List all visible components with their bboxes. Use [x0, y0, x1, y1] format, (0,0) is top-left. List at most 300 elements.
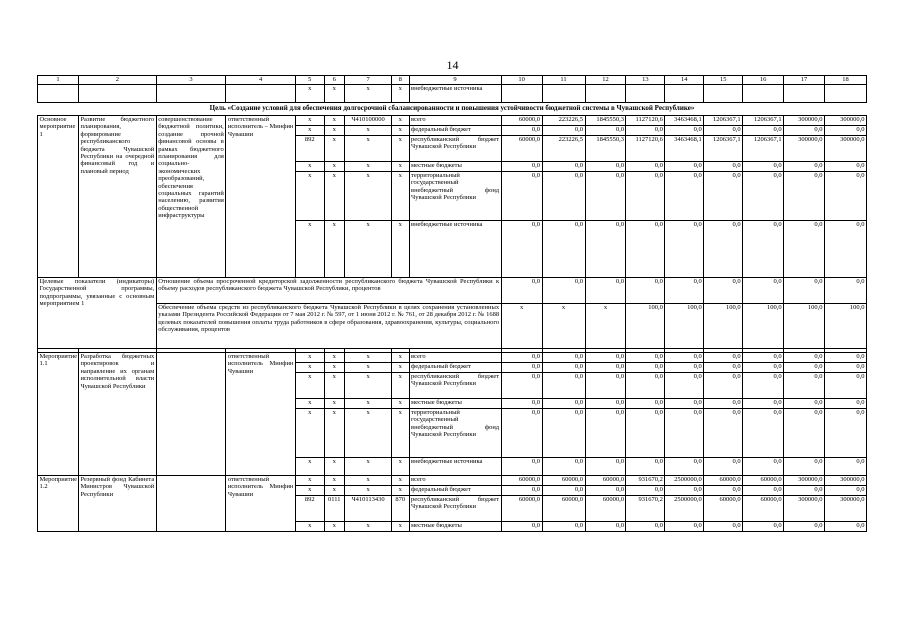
- code-cell: x: [392, 476, 409, 486]
- value-cell: 0,0: [626, 162, 665, 172]
- value-cell: 0,0: [704, 399, 743, 409]
- value-cell: 0,0: [743, 458, 784, 476]
- value-cell: 60000,0: [542, 496, 585, 522]
- value-cell: 0,0: [704, 353, 743, 363]
- source-label: внебюджетные источника: [409, 85, 501, 103]
- table-cell: [825, 85, 867, 103]
- value-cell: 0,0: [784, 221, 825, 278]
- value-cell: 0,0: [542, 162, 585, 172]
- code-cell: x: [392, 162, 409, 172]
- code-cell: x: [392, 126, 409, 136]
- code-cell: x: [324, 373, 344, 399]
- header-cell: 9: [409, 76, 501, 85]
- value-cell: 931670,2: [626, 476, 665, 486]
- value-cell: 0,0: [501, 126, 542, 136]
- main-row: [38, 116, 867, 126]
- header-cell: 1: [38, 76, 79, 85]
- value-cell: 0,0: [501, 353, 542, 363]
- header-cell: 2: [78, 76, 156, 85]
- code-cell: x: [345, 363, 392, 373]
- source-label: территориальный государственный внебюджетный фонд Чувашской Республики: [409, 409, 501, 458]
- code-cell: x: [392, 363, 409, 373]
- source-label: внебюджетные источника: [409, 221, 501, 278]
- code-cell: x: [392, 409, 409, 458]
- value-cell: 0,0: [501, 399, 542, 409]
- code-cell: x: [345, 458, 392, 476]
- value-cell: 0,0: [743, 126, 784, 136]
- code-cell: x: [392, 486, 409, 496]
- code-cell: x: [324, 85, 344, 103]
- source-label: республиканский бюджет Чувашской Республики: [409, 373, 501, 399]
- value-cell: 0,0: [665, 373, 704, 399]
- value-cell: 0,0: [626, 409, 665, 458]
- code-cell: x: [324, 363, 344, 373]
- value-cell: 0,0: [542, 373, 585, 399]
- source-label: федеральный бюджет: [409, 363, 501, 373]
- value-cell: 0,0: [585, 162, 626, 172]
- value-cell: 0,0: [743, 373, 784, 399]
- value-cell: 60000,0: [501, 136, 542, 162]
- value-cell: 0,0: [665, 172, 704, 221]
- code-cell: x: [324, 486, 344, 496]
- value-cell: 0,0: [626, 278, 665, 304]
- value-cell: 0,0: [626, 399, 665, 409]
- value-cell: 0,0: [743, 162, 784, 172]
- indicator-text: Отношение объема просроченной кредиторской задолженности республиканского бюджета Чувашской Республики к объему расходов республиканского бюджета Чувашской Республики, процентов: [156, 278, 501, 304]
- value-cell: 0,0: [743, 221, 784, 278]
- value-cell: 100,0: [704, 304, 743, 349]
- value-cell: 0,0: [585, 126, 626, 136]
- value-cell: 0,0: [743, 363, 784, 373]
- value-cell: 0,0: [542, 353, 585, 363]
- value-cell: 0,0: [501, 458, 542, 476]
- code-cell: x: [295, 476, 324, 486]
- source-label: республиканский бюджет Чувашской Республики: [409, 496, 501, 522]
- value-cell: 0,0: [585, 522, 626, 532]
- header-row: [38, 76, 867, 85]
- source-label: местные бюджеты: [409, 399, 501, 409]
- code-cell: x: [295, 162, 324, 172]
- code-cell: x: [324, 409, 344, 458]
- value-cell: 0,0: [825, 353, 867, 363]
- value-cell: 0,0: [825, 162, 867, 172]
- indicators-label: Целевые показатели (индикаторы) Государственной программы, подпрограммы, увязанные с основным мероприятием 1: [38, 278, 157, 349]
- value-cell: 1845550,3: [585, 116, 626, 126]
- code-cell: x: [324, 136, 344, 162]
- code-cell: x: [345, 353, 392, 363]
- code-cell: x: [345, 126, 392, 136]
- value-cell: 0,0: [542, 221, 585, 278]
- value-cell: 0,0: [784, 126, 825, 136]
- value-cell: 0,0: [825, 522, 867, 532]
- code-cell: x: [324, 353, 344, 363]
- value-cell: 0,0: [501, 278, 542, 304]
- value-cell: 0,0: [542, 278, 585, 304]
- event-1-1-row: [38, 353, 867, 363]
- code-cell: x: [295, 353, 324, 363]
- source-label: всего: [409, 116, 501, 126]
- code-cell: x: [392, 522, 409, 532]
- value-cell: 0,0: [825, 486, 867, 496]
- value-cell: 60000,0: [542, 476, 585, 486]
- table-cell: [665, 85, 704, 103]
- value-cell: 0,0: [626, 486, 665, 496]
- code-cell: x: [345, 172, 392, 221]
- code-cell: x: [324, 458, 344, 476]
- source-label: внебюджетные источника: [409, 458, 501, 476]
- value-cell: 0,0: [585, 172, 626, 221]
- code-cell: x: [324, 221, 344, 278]
- value-cell: 0,0: [626, 221, 665, 278]
- code-cell: x: [345, 399, 392, 409]
- value-cell: 100,0: [784, 304, 825, 349]
- code-cell: x: [392, 136, 409, 162]
- value-cell: 0,0: [665, 126, 704, 136]
- source-label: федеральный бюджет: [409, 486, 501, 496]
- event-name: Мероприятие 1.2: [38, 476, 79, 532]
- value-cell: 2500000,0: [665, 496, 704, 522]
- value-cell: 0,0: [784, 373, 825, 399]
- header-cell: 10: [501, 76, 542, 85]
- table-cell: [38, 85, 79, 103]
- value-cell: 0,0: [743, 172, 784, 221]
- code-cell: 0111: [324, 496, 344, 522]
- value-cell: 0,0: [784, 278, 825, 304]
- source-label: республиканский бюджет Чувашской Республики: [409, 136, 501, 162]
- header-cell: 16: [743, 76, 784, 85]
- value-cell: 1206367,1: [704, 136, 743, 162]
- value-cell: 0,0: [585, 399, 626, 409]
- value-cell: 0,0: [665, 353, 704, 363]
- value-cell: 0,0: [743, 353, 784, 363]
- value-cell: 0,0: [626, 458, 665, 476]
- value-cell: 0,0: [825, 458, 867, 476]
- value-cell: 0,0: [542, 458, 585, 476]
- value-cell: 100,0: [743, 304, 784, 349]
- value-cell: 0,0: [743, 409, 784, 458]
- value-cell: 0,0: [542, 522, 585, 532]
- table-cell: [585, 85, 626, 103]
- value-cell: 0,0: [784, 522, 825, 532]
- value-cell: 1206367,1: [743, 116, 784, 126]
- code-cell: x: [295, 522, 324, 532]
- program-table: [37, 75, 867, 532]
- code-cell: x: [295, 409, 324, 458]
- value-cell: 0,0: [704, 278, 743, 304]
- value-cell: 0,0: [542, 363, 585, 373]
- code-cell: x: [392, 458, 409, 476]
- code-cell: x: [324, 522, 344, 532]
- indicator-row: [38, 304, 867, 349]
- code-cell: x: [392, 373, 409, 399]
- code-cell: x: [295, 172, 324, 221]
- value-cell: 0,0: [501, 172, 542, 221]
- value-cell: 0,0: [542, 486, 585, 496]
- value-cell: 0,0: [665, 458, 704, 476]
- code-cell: x: [392, 221, 409, 278]
- value-cell: 0,0: [585, 486, 626, 496]
- code-cell: x: [324, 126, 344, 136]
- value-cell: 0,0: [784, 162, 825, 172]
- code-cell: 892: [295, 136, 324, 162]
- header-cell: 15: [704, 76, 743, 85]
- value-cell: 931670,2: [626, 496, 665, 522]
- value-cell: 0,0: [704, 458, 743, 476]
- value-cell: 0,0: [743, 522, 784, 532]
- code-cell: x: [345, 162, 392, 172]
- value-cell: 300000,0: [784, 136, 825, 162]
- code-cell: x: [392, 399, 409, 409]
- prev-row: [38, 85, 867, 103]
- indicator-row: [38, 278, 867, 304]
- value-cell: 0,0: [626, 373, 665, 399]
- goal-heading: Цель «Создание условий для обеспечения долгосрочной сбалансированности и повышения устойчивости бюджетной системы в Чувашской Республике»: [38, 103, 867, 116]
- value-cell: 0,0: [585, 458, 626, 476]
- event-title: Резервный фонд Кабинета Министров Чувашской Республики: [78, 476, 156, 532]
- value-cell: 0,0: [585, 373, 626, 399]
- value-cell: 0,0: [626, 363, 665, 373]
- value-cell: 1206367,1: [743, 136, 784, 162]
- table-cell: [78, 85, 156, 103]
- code-cell: x: [295, 486, 324, 496]
- value-cell: 0,0: [743, 486, 784, 496]
- value-cell: 60000,0: [501, 496, 542, 522]
- code-cell: x: [295, 458, 324, 476]
- code-cell: x: [345, 373, 392, 399]
- table-cell: [743, 85, 784, 103]
- source-label: местные бюджеты: [409, 522, 501, 532]
- goal-row: [38, 103, 867, 116]
- table-cell: [626, 85, 665, 103]
- header-cell: 12: [585, 76, 626, 85]
- value-cell: 0,0: [585, 363, 626, 373]
- code-cell: x: [295, 116, 324, 126]
- code-cell: x: [345, 486, 392, 496]
- value-cell: 60000,0: [704, 496, 743, 522]
- table-cell: [704, 85, 743, 103]
- source-label: всего: [409, 476, 501, 486]
- value-cell: 0,0: [825, 172, 867, 221]
- value-cell: 1127120,6: [626, 116, 665, 126]
- value-cell: 0,0: [704, 522, 743, 532]
- value-cell: 2500000,0: [665, 476, 704, 486]
- value-cell: 1127120,6: [626, 136, 665, 162]
- value-cell: 0,0: [704, 363, 743, 373]
- value-cell: 0,0: [784, 399, 825, 409]
- header-cell: 14: [665, 76, 704, 85]
- code-cell: x: [324, 399, 344, 409]
- value-cell: 0,0: [542, 409, 585, 458]
- value-cell: 60000,0: [585, 476, 626, 486]
- header-cell: 18: [825, 76, 867, 85]
- code-cell: x: [295, 373, 324, 399]
- value-cell: 0,0: [626, 172, 665, 221]
- value-cell: 300000,0: [825, 496, 867, 522]
- code-cell: x: [295, 126, 324, 136]
- value-cell: 0,0: [585, 353, 626, 363]
- value-cell: 60000,0: [501, 116, 542, 126]
- table-cell: [156, 476, 226, 532]
- value-cell: 0,0: [501, 221, 542, 278]
- code-cell: 892: [295, 496, 324, 522]
- code-cell: x: [324, 162, 344, 172]
- value-cell: 0,0: [825, 373, 867, 399]
- code-cell: x: [295, 85, 324, 103]
- code-cell: x: [392, 116, 409, 126]
- value-cell: 0,0: [665, 522, 704, 532]
- code-cell: x: [324, 116, 344, 126]
- header-cell: 8: [392, 76, 409, 85]
- value-cell: 0,0: [585, 278, 626, 304]
- value-cell: 0,0: [665, 221, 704, 278]
- source-label: местные бюджеты: [409, 162, 501, 172]
- value-cell: 60000,0: [501, 476, 542, 486]
- event-name: Основное мероприятие 1: [38, 116, 79, 278]
- value-cell: 300000,0: [784, 496, 825, 522]
- value-cell: 0,0: [542, 399, 585, 409]
- value-cell: 0,0: [704, 486, 743, 496]
- header-cell: 7: [345, 76, 392, 85]
- value-cell: 0,0: [665, 162, 704, 172]
- value-cell: 0,0: [825, 221, 867, 278]
- event-title: Разработка бюджетных проектировок и направление их органам исполнительной власти Чувашской Республики: [78, 353, 156, 476]
- event-name: Мероприятие 1.1: [38, 353, 79, 476]
- code-cell: x: [324, 476, 344, 486]
- value-cell: 223226,5: [542, 116, 585, 126]
- value-cell: x: [501, 304, 542, 349]
- header-cell: 6: [324, 76, 344, 85]
- value-cell: 3463468,1: [665, 116, 704, 126]
- value-cell: 300000,0: [784, 116, 825, 126]
- table-cell: [501, 85, 542, 103]
- value-cell: 0,0: [585, 409, 626, 458]
- header-cell: 5: [295, 76, 324, 85]
- code-cell: x: [392, 172, 409, 221]
- code-cell: x: [392, 85, 409, 103]
- value-cell: 300000,0: [825, 136, 867, 162]
- header-cell: 13: [626, 76, 665, 85]
- value-cell: 3463468,1: [665, 136, 704, 162]
- value-cell: 300000,0: [825, 476, 867, 486]
- code-cell: x: [295, 399, 324, 409]
- value-cell: 0,0: [743, 399, 784, 409]
- value-cell: 0,0: [542, 126, 585, 136]
- value-cell: x: [542, 304, 585, 349]
- header-cell: 11: [542, 76, 585, 85]
- table-cell: [784, 85, 825, 103]
- code-cell: x: [345, 136, 392, 162]
- value-cell: 0,0: [626, 353, 665, 363]
- page-number: 14: [446, 58, 459, 72]
- code-cell: x: [324, 172, 344, 221]
- value-cell: 0,0: [784, 409, 825, 458]
- value-cell: 0,0: [626, 126, 665, 136]
- value-cell: 60000,0: [743, 476, 784, 486]
- indicator-text: Обеспечение объема средств из республиканского бюджета Чувашской Республики в целях сохранения установленных указами Президента Российской Федерации от 7 мая 2012 г. № 597, от 1 июня 2012 г. № 761, от 28 декабря 2012 г. № 1688 целевых показателей повышения оплаты труда работников в сфере образования, здравоохранения, культуры, социального обслуживания, процентов: [156, 304, 501, 349]
- value-cell: 0,0: [704, 162, 743, 172]
- value-cell: 1206367,1: [704, 116, 743, 126]
- value-cell: 0,0: [743, 278, 784, 304]
- value-cell: 0,0: [665, 486, 704, 496]
- value-cell: 60000,0: [743, 496, 784, 522]
- value-cell: 0,0: [501, 486, 542, 496]
- value-cell: 300000,0: [825, 116, 867, 126]
- value-cell: 0,0: [665, 399, 704, 409]
- value-cell: 0,0: [704, 221, 743, 278]
- code-cell: x: [392, 353, 409, 363]
- source-label: территориальный государственный внебюджетный фонд Чувашской Республики: [409, 172, 501, 221]
- value-cell: 0,0: [501, 363, 542, 373]
- code-cell: 870: [392, 496, 409, 522]
- code-cell: x: [345, 409, 392, 458]
- code-cell: x: [295, 363, 324, 373]
- value-cell: 0,0: [825, 409, 867, 458]
- code-cell: x: [345, 476, 392, 486]
- value-cell: 100,0: [825, 304, 867, 349]
- value-cell: 0,0: [784, 363, 825, 373]
- value-cell: 1845550,3: [585, 136, 626, 162]
- value-cell: x: [585, 304, 626, 349]
- value-cell: 0,0: [825, 278, 867, 304]
- value-cell: 0,0: [542, 172, 585, 221]
- code-cell: Ч410100000: [345, 116, 392, 126]
- header-cell: 4: [226, 76, 296, 85]
- value-cell: 0,0: [626, 522, 665, 532]
- code-cell: x: [345, 85, 392, 103]
- value-cell: 0,0: [704, 126, 743, 136]
- value-cell: 0,0: [665, 363, 704, 373]
- value-cell: 0,0: [784, 486, 825, 496]
- responsible-cell: ответственный исполнитель Минфин Чувашии: [226, 476, 296, 532]
- event-1-2-row: [38, 476, 867, 486]
- value-cell: 0,0: [501, 522, 542, 532]
- value-cell: 0,0: [825, 363, 867, 373]
- value-cell: 0,0: [665, 409, 704, 458]
- value-cell: 0,0: [784, 458, 825, 476]
- value-cell: 0,0: [501, 162, 542, 172]
- event-purpose: совершенствование бюджетной политики, создание прочной финансовой основы в рамках бюджетного планирования для социально-экономических преобразований, обеспечения социальных гарантий населению, развития общественной инфраструктуры: [156, 116, 226, 278]
- source-label: всего: [409, 353, 501, 363]
- code-cell: x: [345, 221, 392, 278]
- table-cell: [156, 85, 226, 103]
- value-cell: 0,0: [704, 373, 743, 399]
- header-cell: 17: [784, 76, 825, 85]
- code-cell: x: [295, 221, 324, 278]
- value-cell: 0,0: [704, 172, 743, 221]
- value-cell: 223226,5: [542, 136, 585, 162]
- table-cell: [226, 85, 296, 103]
- value-cell: 60000,0: [585, 496, 626, 522]
- value-cell: 100,0: [665, 304, 704, 349]
- value-cell: 0,0: [704, 409, 743, 458]
- value-cell: 300000,0: [784, 476, 825, 486]
- table-cell: [542, 85, 585, 103]
- value-cell: 0,0: [501, 373, 542, 399]
- header-cell: 3: [156, 76, 226, 85]
- table-cell: [156, 353, 226, 476]
- value-cell: 100,0: [626, 304, 665, 349]
- code-cell: Ч410113430: [345, 496, 392, 522]
- value-cell: 0,0: [784, 353, 825, 363]
- responsible-cell: ответственный исполнитель – Минфин Чувашии: [226, 116, 296, 278]
- source-label: федеральный бюджет: [409, 126, 501, 136]
- value-cell: 0,0: [665, 278, 704, 304]
- event-title: Развитие бюджетного планирования, формирование республиканского бюджета Чувашской Республики на очередной финансовый год и плановый период: [78, 116, 156, 278]
- value-cell: 0,0: [585, 221, 626, 278]
- value-cell: 60000,0: [704, 476, 743, 486]
- responsible-cell: ответственный исполнитель Минфин Чувашии: [226, 353, 296, 476]
- value-cell: 0,0: [825, 126, 867, 136]
